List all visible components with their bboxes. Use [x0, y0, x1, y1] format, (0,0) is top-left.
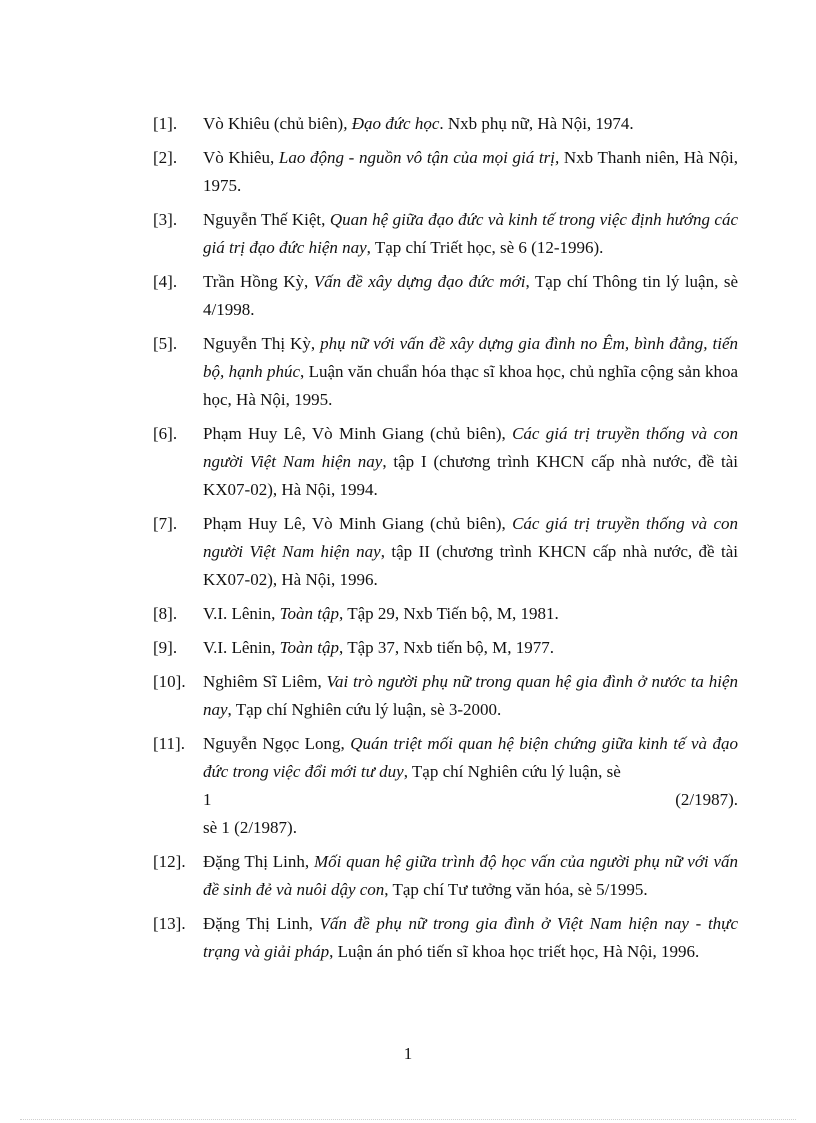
reference-text: Nghiêm Sĩ Liêm, Vai trò người phụ nữ trong quan hệ gia đình ở nước ta hiện nay, Tạp chí Nghiên cứu lý luận, sè 3-2000. [203, 672, 739, 719]
reference-item [153, 910, 738, 966]
reference-item [153, 268, 738, 324]
reference-text: Phạm Huy Lê, Vò Minh Giang (chủ biên), Các giá trị truyền thống và con người Việt Nam hiện nay, tập I (chương trình KHCN cấp nhà nước, đề tài KX07-02), Hà Nội, 1994. [203, 424, 739, 499]
reference-number: [1]. [153, 114, 178, 133]
reference-number: [12]. [153, 852, 186, 871]
reference-text: Đặng Thị Linh, Mối quan hệ giữa trình độ học vấn của người phụ nữ với vấn đề sinh đẻ và nuôi dậy con, Tạp chí Tư tưởng văn hóa, sè 5/1995. [203, 852, 738, 899]
reference-number: [5]. [153, 334, 178, 353]
reference-item [153, 510, 738, 594]
reference-number: [13]. [153, 914, 186, 933]
reference-list [153, 110, 738, 972]
reference-text: Vò Khiêu, Lao động - nguồn vô tận của mọi giá trị, Nxb Thanh niên, Hà Nội, 1975. [203, 148, 739, 195]
reference-number: [8]. [153, 604, 178, 623]
reference-text: V.I. Lênin, Toàn tập, Tập 37, Nxb tiến bộ, M, 1977. [203, 638, 555, 657]
reference-item [153, 848, 738, 904]
reference-text: Trần Hồng Kỳ, Vấn đề xây dựng đạo đức mới, Tạp chí Thông tin lý luận, sè 4/1998. [203, 272, 739, 319]
reference-item [153, 330, 738, 414]
reference-text: Phạm Huy Lê, Vò Minh Giang (chủ biên), Các giá trị truyền thống và con người Việt Nam hiện nay, tập II (chương trình KHCN cấp nhà nước, đề tài KX07-02), Hà Nội, 1996. [203, 514, 739, 589]
reference-item [153, 144, 738, 200]
page-bottom-divider [20, 1119, 796, 1120]
reference-text: Nguyễn Thế Kiệt, Quan hệ giữa đạo đức và kinh tế trong việc định hướng các giá trị đạo đức hiện nay, Tạp chí Triết học, sè 6 (12-1996). [203, 210, 739, 257]
reference-text: Nguyễn Ngọc Long, Quán triệt mối quan hệ biện chứng giữa kinh tế và đạo đức trong việc đổi mới tư duy, Tạp chí Nghiên cứu lý luận, sè 1 (2/1987). sè 1 (2/1987). [203, 734, 738, 837]
reference-item [153, 634, 738, 662]
reference-number: [10]. [153, 672, 186, 691]
reference-item [153, 206, 738, 262]
reference-number: [9]. [153, 638, 178, 657]
reference-number: [6]. [153, 424, 178, 443]
reference-item [153, 730, 738, 842]
reference-item [153, 110, 738, 138]
reference-item [153, 668, 738, 724]
reference-text: V.I. Lênin, Toàn tập, Tập 29, Nxb Tiến bộ, M, 1981. [203, 604, 559, 623]
reference-text: Vò Khiêu (chủ biên), Đạo đức học. Nxb phụ nữ, Hà Nội, 1974. [203, 114, 634, 133]
reference-number: [3]. [153, 210, 178, 229]
reference-number: [11]. [153, 734, 185, 753]
reference-number: [7]. [153, 514, 178, 533]
reference-number: [2]. [153, 148, 178, 167]
reference-text: Đặng Thị Linh, Vấn đề phụ nữ trong gia đình ở Việt Nam hiện nay - thực trạng và giải pháp, Luận án phó tiến sĩ khoa học triết học, Hà Nội, 1996. [203, 914, 739, 961]
reference-item [153, 600, 738, 628]
reference-text: Nguyễn Thị Kỳ, phụ nữ với vấn đề xây dựng gia đình no Êm, bình đẳng, tiến bộ, hạnh phúc, Luận văn chuẩn hóa thạc sĩ khoa học, chủ nghĩa cộng sản khoa học, Hà Nội, 1995. [203, 334, 739, 409]
reference-number: [4]. [153, 272, 178, 291]
page-number: 1 [403, 1044, 413, 1063]
reference-item [153, 420, 738, 504]
reference-split-line: 1 (2/1987). [203, 790, 738, 809]
